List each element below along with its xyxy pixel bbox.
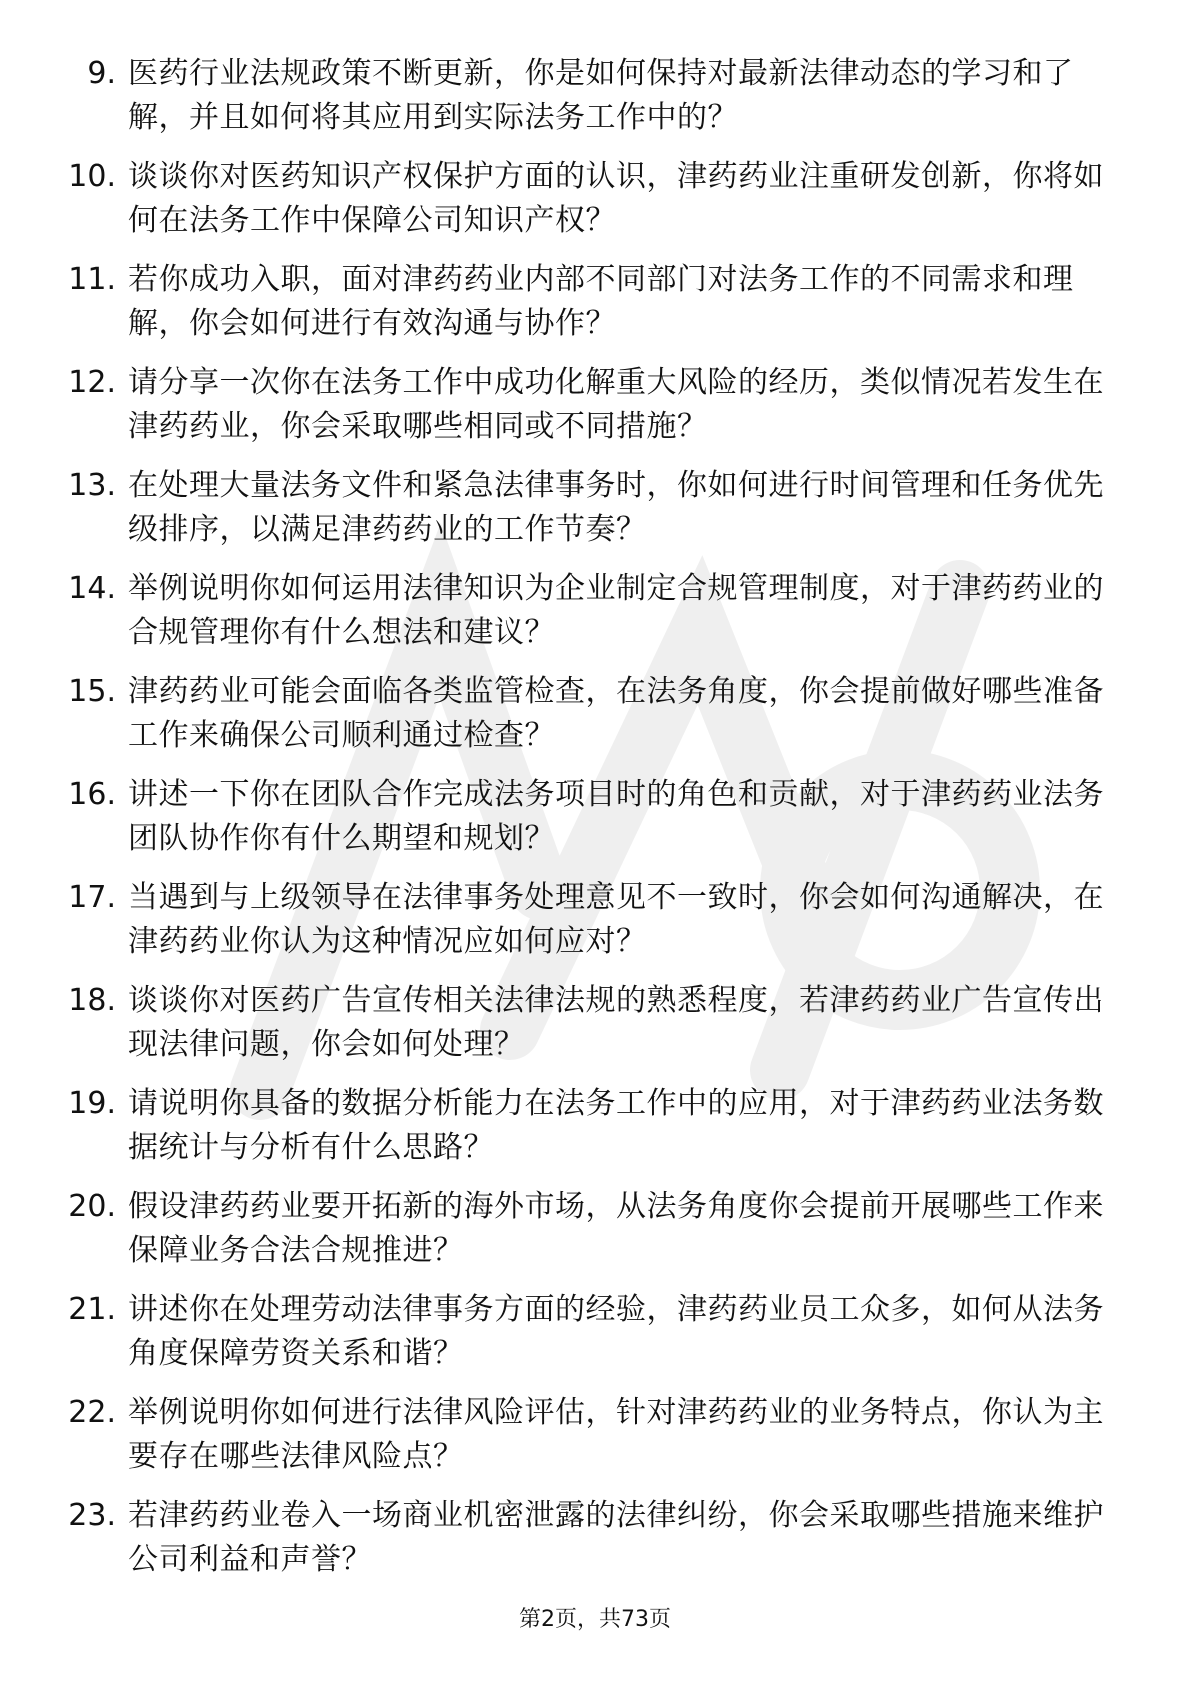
question-item — [0, 567, 1190, 670]
question-text: 讲述你在处理劳动法律事务方面的经验，津药药业员工众多，如何从法务角度保障劳资关系和谐？ — [128, 1292, 1104, 1371]
question-number: 10. — [68, 159, 116, 194]
question-list — [0, 52, 1190, 1597]
question-number: 13. — [68, 468, 116, 503]
question-text: 医药行业法规政策不断更新，你是如何保持对最新法律动态的学习和了解，并且如何将其应用到实际法务工作中的？ — [128, 56, 1074, 135]
question-item — [0, 1391, 1190, 1494]
question-text: 若津药药业卷入一场商业机密泄露的法律纠纷，你会采取哪些措施来维护公司利益和声誉？ — [128, 1498, 1104, 1577]
question-number: 19. — [68, 1086, 116, 1121]
question-number: 16. — [68, 777, 116, 812]
question-item — [0, 361, 1190, 464]
question-item — [0, 258, 1190, 361]
question-number: 14. — [68, 571, 116, 606]
question-item — [0, 670, 1190, 773]
question-text: 请说明你具备的数据分析能力在法务工作中的应用，对于津药药业法务数据统计与分析有什么思路？ — [128, 1086, 1104, 1165]
question-number: 9. — [87, 56, 116, 91]
question-number: 20. — [68, 1189, 116, 1224]
question-item — [0, 155, 1190, 258]
page-number: 第2页，共73页 — [519, 1607, 671, 1632]
question-item — [0, 1082, 1190, 1185]
question-number: 11. — [68, 262, 116, 297]
question-number: 21. — [68, 1292, 116, 1327]
question-number: 15. — [68, 674, 116, 709]
question-number: 17. — [68, 880, 116, 915]
question-item — [0, 52, 1190, 155]
question-item — [0, 979, 1190, 1082]
question-text: 若你成功入职，面对津药药业内部不同部门对法务工作的不同需求和理解，你会如何进行有效沟通与协作？ — [128, 262, 1074, 341]
question-text: 讲述一下你在团队合作完成法务项目时的角色和贡献，对于津药药业法务团队协作你有什么期望和规划？ — [128, 777, 1104, 856]
question-text: 津药药业可能会面临各类监管检查，在法务角度，你会提前做好哪些准备工作来确保公司顺利通过检查？ — [128, 674, 1104, 753]
question-text: 举例说明你如何运用法律知识为企业制定合规管理制度，对于津药药业的合规管理你有什么想法和建议？ — [128, 571, 1104, 650]
question-item — [0, 1494, 1190, 1597]
question-text: 在处理大量法务文件和紧急法律事务时，你如何进行时间管理和任务优先级排序，以满足津药药业的工作节奏？ — [128, 468, 1104, 547]
question-number: 23. — [68, 1498, 116, 1533]
question-number: 22. — [68, 1395, 116, 1430]
question-text: 举例说明你如何进行法律风险评估，针对津药药业的业务特点，你认为主要存在哪些法律风险点？ — [128, 1395, 1104, 1474]
question-item — [0, 773, 1190, 876]
question-item — [0, 464, 1190, 567]
question-item — [0, 876, 1190, 979]
question-number: 18. — [68, 983, 116, 1018]
question-item — [0, 1288, 1190, 1391]
question-item — [0, 1185, 1190, 1288]
question-text: 当遇到与上级领导在法律事务处理意见不一致时，你会如何沟通解决，在津药药业你认为这种情况应如何应对？ — [128, 880, 1104, 959]
question-text: 谈谈你对医药广告宣传相关法律法规的熟悉程度，若津药药业广告宣传出现法律问题，你会如何处理？ — [128, 983, 1104, 1062]
question-number: 12. — [68, 365, 116, 400]
question-text: 假设津药药业要开拓新的海外市场，从法务角度你会提前开展哪些工作来保障业务合法合规推进？ — [128, 1189, 1104, 1268]
question-text: 谈谈你对医药知识产权保护方面的认识，津药药业注重研发创新，你将如何在法务工作中保障公司知识产权？ — [128, 159, 1104, 238]
question-text: 请分享一次你在法务工作中成功化解重大风险的经历，类似情况若发生在津药药业，你会采取哪些相同或不同措施？ — [128, 365, 1104, 444]
